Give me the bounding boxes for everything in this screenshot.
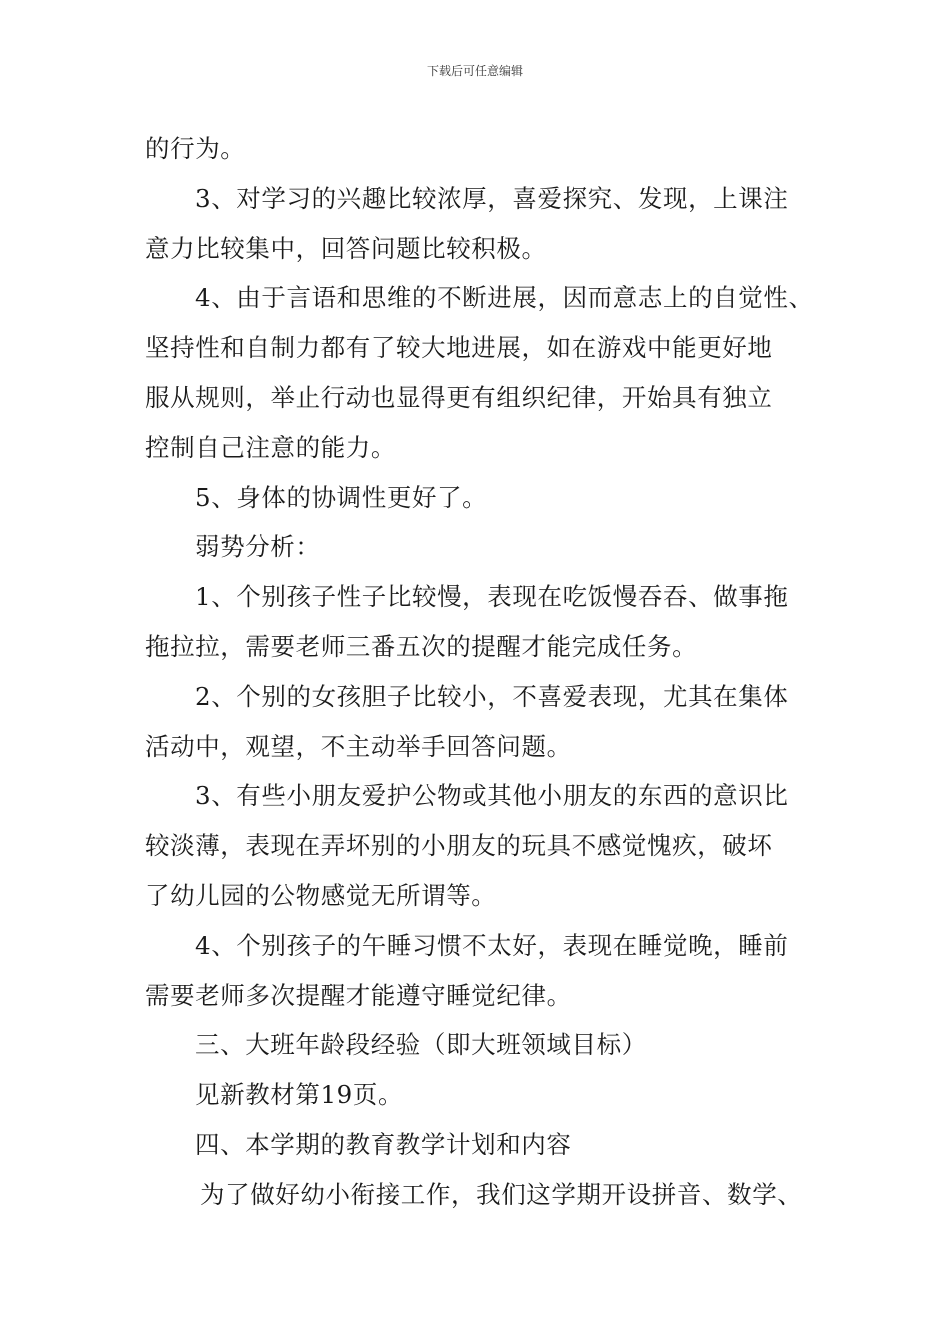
paragraph-line: 意力比较集中，回答问题比较积极。 <box>145 233 547 263</box>
paragraph-line: 拖拉拉，需要老师三番五次的提醒才能完成任务。 <box>145 631 698 661</box>
paragraph-line: 4、个别孩子的午睡习惯不太好，表现在睡觉晚，睡前 <box>195 930 789 960</box>
paragraph-line: 见新教材第19页。 <box>195 1080 404 1110</box>
paragraph-line: 3、有些小朋友爱护公物或其他小朋友的东西的意识比 <box>195 781 789 811</box>
page-header: 下载后可任意编辑 <box>426 64 523 78</box>
paragraph-line: 控制自己注意的能力。 <box>145 432 396 462</box>
paragraph-line: 1、个别孩子性子比较慢，表现在吃饭慢吞吞、做事拖 <box>195 582 789 612</box>
paragraph-line: 了幼儿园的公物感觉无所谓等。 <box>145 880 497 910</box>
paragraph-line: 服从规则，举止行动也显得更有组织纪律，开始具有独立 <box>145 382 773 412</box>
document-body <box>145 124 835 1220</box>
paragraph-line: 2、个别的女孩胆子比较小，不喜爱表现，尤其在集体 <box>195 681 789 711</box>
paragraph-line: 活动中，观望，不主动举手回答问题。 <box>145 731 572 761</box>
paragraph-line: 为了做好幼小衔接工作，我们这学期开设拼音、数学、 <box>200 1179 803 1209</box>
paragraph-line: 较淡薄，表现在弄坏别的小朋友的玩具不感觉愧疚，破坏 <box>145 831 773 861</box>
paragraph-line: 4、由于言语和思维的不断进展，因而意志上的自觉性、 <box>195 283 814 313</box>
section-heading: 四、本学期的教育教学计划和内容 <box>195 1129 572 1159</box>
paragraph-line: 5、身体的协调性更好了。 <box>195 482 488 512</box>
section-heading: 三、大班年龄段经验（即大班领域目标） <box>195 1030 647 1060</box>
paragraph-line: 3、对学习的兴趣比较浓厚，喜爱探究、发现，上课注 <box>195 183 789 213</box>
section-heading: 弱势分析： <box>195 532 321 562</box>
paragraph-line: 需要老师多次提醒才能遵守睡觉纪律。 <box>145 980 572 1010</box>
paragraph-line: 的行为。 <box>145 134 246 163</box>
paragraph-line: 坚持性和自制力都有了较大地进展，如在游戏中能更好地 <box>145 333 773 363</box>
